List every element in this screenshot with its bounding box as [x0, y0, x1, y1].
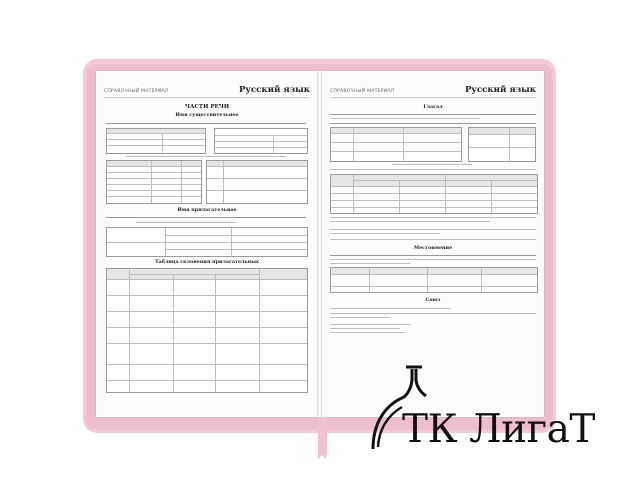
- noun-title: Имя существительное: [175, 112, 239, 118]
- text-line: [330, 317, 390, 318]
- text-line: [330, 328, 400, 329]
- watermark-text: ТК ЛигаТ: [402, 407, 595, 452]
- right-header-subject: Русский язык: [464, 85, 536, 95]
- text-line: [330, 263, 410, 264]
- text-line: [330, 217, 536, 218]
- noun-number-table: [214, 128, 308, 154]
- adjective-title: Имя прилагательное: [177, 207, 237, 213]
- text-line: [330, 118, 480, 119]
- text-line: [330, 255, 536, 256]
- text-line: [330, 114, 536, 115]
- adjective-forms-table: [106, 227, 308, 257]
- declension-title: Таблица склонения прилагательных: [155, 259, 259, 265]
- text-line: [330, 259, 536, 260]
- text-line: [126, 156, 286, 157]
- right-header-label: СПРАВОЧНЫЙ МАТЕРИАЛ: [330, 89, 395, 94]
- right-page-header: [330, 81, 536, 98]
- union-title: Союз: [425, 297, 441, 303]
- conjugation-table: [330, 174, 538, 214]
- text-line: [330, 332, 405, 333]
- text-line: [330, 221, 490, 222]
- text-line: [106, 123, 306, 124]
- declension-table: [106, 268, 308, 393]
- pronoun-table: [330, 267, 538, 293]
- text-line: [106, 217, 306, 218]
- text-line: [136, 222, 236, 223]
- left-header-subject: Русский язык: [238, 85, 310, 95]
- text-line: [330, 169, 536, 170]
- bookmark-ribbon: [318, 417, 327, 455]
- left-header-label: СПРАВОЧНЫЙ МАТЕРИАЛ: [104, 89, 169, 94]
- noun-type-table: [106, 128, 206, 154]
- verb-tense-table: [330, 127, 462, 162]
- pronoun-title: Местоимение: [413, 245, 453, 251]
- verb-number-table: [468, 127, 536, 162]
- text-line: [330, 313, 536, 314]
- text-line: [330, 229, 536, 230]
- left-page-header: [104, 81, 310, 98]
- text-line: [392, 164, 472, 165]
- text-line: [330, 123, 536, 124]
- text-line: [330, 324, 410, 325]
- text-line: [330, 239, 536, 240]
- declension-types-table: [206, 160, 308, 204]
- verb-title: Глагол: [423, 104, 443, 110]
- text-line: [330, 308, 450, 309]
- left-page: [96, 71, 318, 417]
- section-title: ЧАСТИ РЕЧИ: [184, 104, 230, 110]
- cases-table: [106, 160, 202, 204]
- text-line: [330, 233, 440, 234]
